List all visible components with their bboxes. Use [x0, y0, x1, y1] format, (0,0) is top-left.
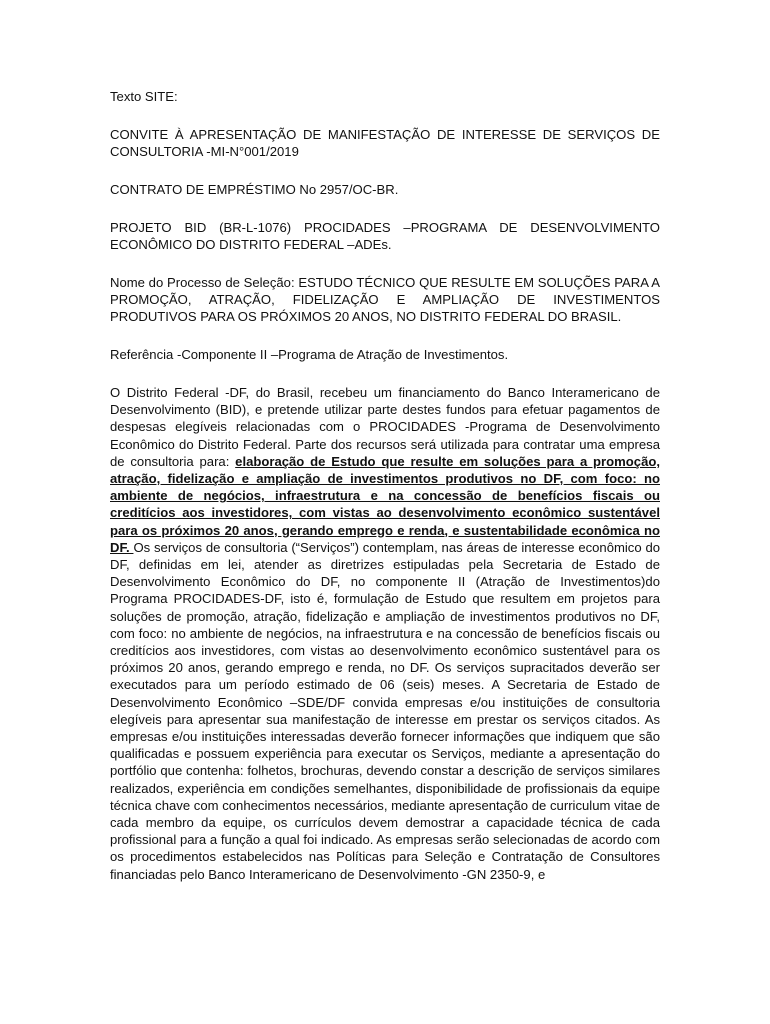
body-paragraph	[110, 384, 660, 883]
invitation-title: CONVITE À APRESENTAÇÃO DE MANIFESTAÇÃO DE INTERESSE DE SERVIÇOS DE CONSULTORIA -MI-N°001/2019	[110, 127, 660, 159]
body-highlight: elaboração de Estudo que resulte em soluções para a promoção, atração, fidelização e ampliação de investimentos produtivos no DF, com foco: no ambiente de negócios, infraestrutura e na concessão de benefícios fiscais ou creditícios aos investidores, com vistas ao desenvolvimento econômico sustentável para os próximos 20 anos, gerando emprego e renda, e sustentabilidade econômica no DF.	[110, 453, 660, 555]
body-rest: Os serviços de consultoria (“Serviços”) contemplam, nas áreas de interesse econômico do DF, definidas em lei, atender as diretrizes estipuladas pela Secretaria de Estado de Desenvolvimento Econômico do DF, no componente II (Atração de Investimentos)do Programa PROCIDADES-DF, isto é, formulação de Estudo que resultem em projetos para soluções de promoção, atração, fidelização e ampliação de investimentos produtivos no DF, com foco: no ambiente de negócios, na infraestrutura e na concessão de benefícios fiscais ou creditícios aos investidores, com vistas ao desenvolvimento econômico sustentável para os próximos 20 anos, gerando emprego e renda, no DF. Os serviços supracitados deverão ser executados para um período estimado de 06 (seis) meses. A Secretaria de Estado de Desenvolvimento Econômico –SDE/DF convida empresas e/ou instituições de consultoria elegíveis para apresentar sua manifestação de interesse em prestar os serviços citados. As empresas e/ou instituições interessadas deverão fornecer informações que indiquem que são qualificadas e possuem experiência para executar os Serviços, mediante a apresentação do portfólio que contenha: folhetos, brochuras, devendo constar a descrição de serviços similares realizados, experiência em condições semelhantes, disponibilidade de profissionais da equipe técnica chave com conhecimentos necessários, mediante apresentação de curriculum vitae de cada membro da equipe, os currículos devem demostrar a capacidade técnica de cada profissional para a função a qual foi indicado. As empresas serão selecionadas de acordo com os procedimentos estabelecidos nas Políticas para Seleção e Contratação de Consultores financiadas pelo Banco Interamericano de Desenvolvimento -GN 2350-9, e	[110, 539, 661, 882]
project-line: PROJETO BID (BR-L-1076) PROCIDADES –PROGRAMA DE DESENVOLVIMENTO ECONÔMICO DO DISTRITO FEDERAL –ADEs.	[110, 220, 660, 252]
document-label: Texto SITE:	[110, 89, 178, 104]
process-name: Nome do Processo de Seleção: ESTUDO TÉCNICO QUE RESULTE EM SOLUÇÕES PARA A PROMOÇÃO, ATRAÇÃO, FIDELIZAÇÃO E AMPLIAÇÃO DE INVESTIMENTOS PRODUTIVOS PARA OS PRÓXIMOS 20 ANOS, NO DISTRITO FEDERAL DO BRASIL.	[110, 275, 660, 324]
document-page	[110, 88, 660, 883]
body-intro: O Distrito Federal -DF, do Brasil, recebeu um financiamento do Banco Interamericano de Desenvolvimento (BID), e pretende utilizar parte destes fundos para efetuar pagamentos de despesas elegíveis relacionadas com o PROCIDADES -Programa de Desenvolvimento Econômico do Distrito Federal. Parte dos recursos será utilizada para contratar uma empresa de consultoria para:	[110, 385, 660, 469]
reference-line: Referência -Componente II –Programa de Atração de Investimentos.	[110, 347, 509, 362]
contract-line: CONTRATO DE EMPRÉSTIMO No 2957/OC-BR.	[110, 182, 399, 197]
